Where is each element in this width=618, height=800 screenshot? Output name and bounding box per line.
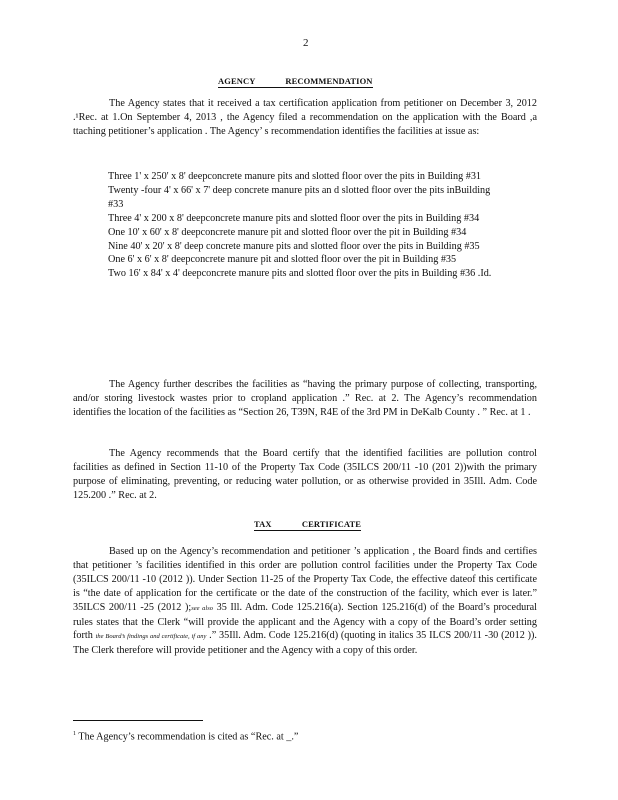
facility-item: Three 4' x 200 x 8' deepconcrete manure pits and slotted floor over the pits in Building #34: [108, 212, 480, 224]
agency-paragraph-1: The Agency states that it received a tax certification application from petitioner on December 3, 2012 .¹Rec. at 1.On September 4, 2013 , the Agency filed a recommendation on the application with the Board ,a ttaching petitioner’s application . The Agency’ s recommendation identifies the facilities at issue as:: [73, 98, 537, 137]
facilities-list: [108, 170, 508, 281]
facility-item: One 6' x 6' x 8' deepconcrete manure pit and slotted floor over the pit in Building #35: [108, 254, 457, 266]
tax-certificate-paragraph: Based up on the Agency’s recommendation and petitioner ’s application , the Board finds and certifies that petitioner ’s facilities identified in this order are pollution control facilities under the Property Tax Code (35ILCS 200/11 -10 (2012 )). Under Section 11-25 of the Property Tax Code, the effective dateof this certificate is “the date of application for the certificate or the date of the construction of the facility, which ever is later.” 35ILCS 200/11 -25 (2012 );see also 35 Ill. Adm. Code 125.216(a). Section 125.216(d) of the Board’s procedural rules states that the Clerk “will provide the applicant and the Agency with a copy of the Board’s order setting forth the Board’s findings and certificate, if any .” 35Ill. Adm. Code 125.216(d) (quoting in italics 35 ILCS 200/11 -30 (2012 )). The Clerk therefore will provide petitioner and the Agency with a copy of this order.: [73, 546, 538, 657]
facility-item: Two 16' x 84' x 4' deepconcrete manure pits and slotted floor over the pits in Building #36 .Id.: [108, 268, 492, 280]
page-number: 2: [303, 37, 309, 49]
agency-recommendation-heading: AGENCY RECOMMENDATION: [218, 76, 373, 86]
footnote-marker: 1: [73, 731, 76, 737]
facility-item: One 10' x 60' x 8' deepconcrete manure pit and slotted floor over the pit in Building #34: [108, 226, 467, 238]
see-also-citation: see also: [191, 604, 214, 612]
agency-paragraph-3: The Agency recommends that the Board certify that the identified facilities are pollution control facilities as defined in Section 11-10 of the Property Tax Code (35ILCS 200/11 -10 (201 2))with the primary purpose of eliminating, preventing, or reducing water pollution, or as otherwise provided in 35Ill. Adm. Code 125.200 .” Rec. at 2.: [73, 448, 537, 501]
tax-certificate-heading: TAX CERTIFICATE: [254, 519, 362, 529]
footnote: $^1$ The Agency’s recommendation is cited as “Rec. at _.”: [73, 731, 299, 743]
footnote-divider: [73, 720, 203, 721]
facility-item: Nine 40' x 20' x 8' deep concrete manure pits and slotted floor over the pits in Building #35: [108, 240, 480, 252]
agency-paragraph-2: The Agency further describes the facilities as “having the primary purpose of collecting, transporting, and/or storing livestock wastes prior to cropland application .” Rec. at 2. The Agency’s recommendation identifies the location of the facilities as “Section 26, T39N, R4E of the 3rd PM in DeKalb County . ” Rec. at 1 .: [73, 379, 537, 418]
facility-item: Three 1' x 250' x 8' deepconcrete manure pits and slotted floor over the pits in Building #31: [108, 171, 482, 182]
facility-item: Twenty -four 4' x 66' x 7' deep concrete manure pits an d slotted floor over the pits inBuilding #33: [108, 184, 491, 210]
quoted-italic-phrase: the Board’s findings and certificate, if any: [95, 633, 207, 641]
